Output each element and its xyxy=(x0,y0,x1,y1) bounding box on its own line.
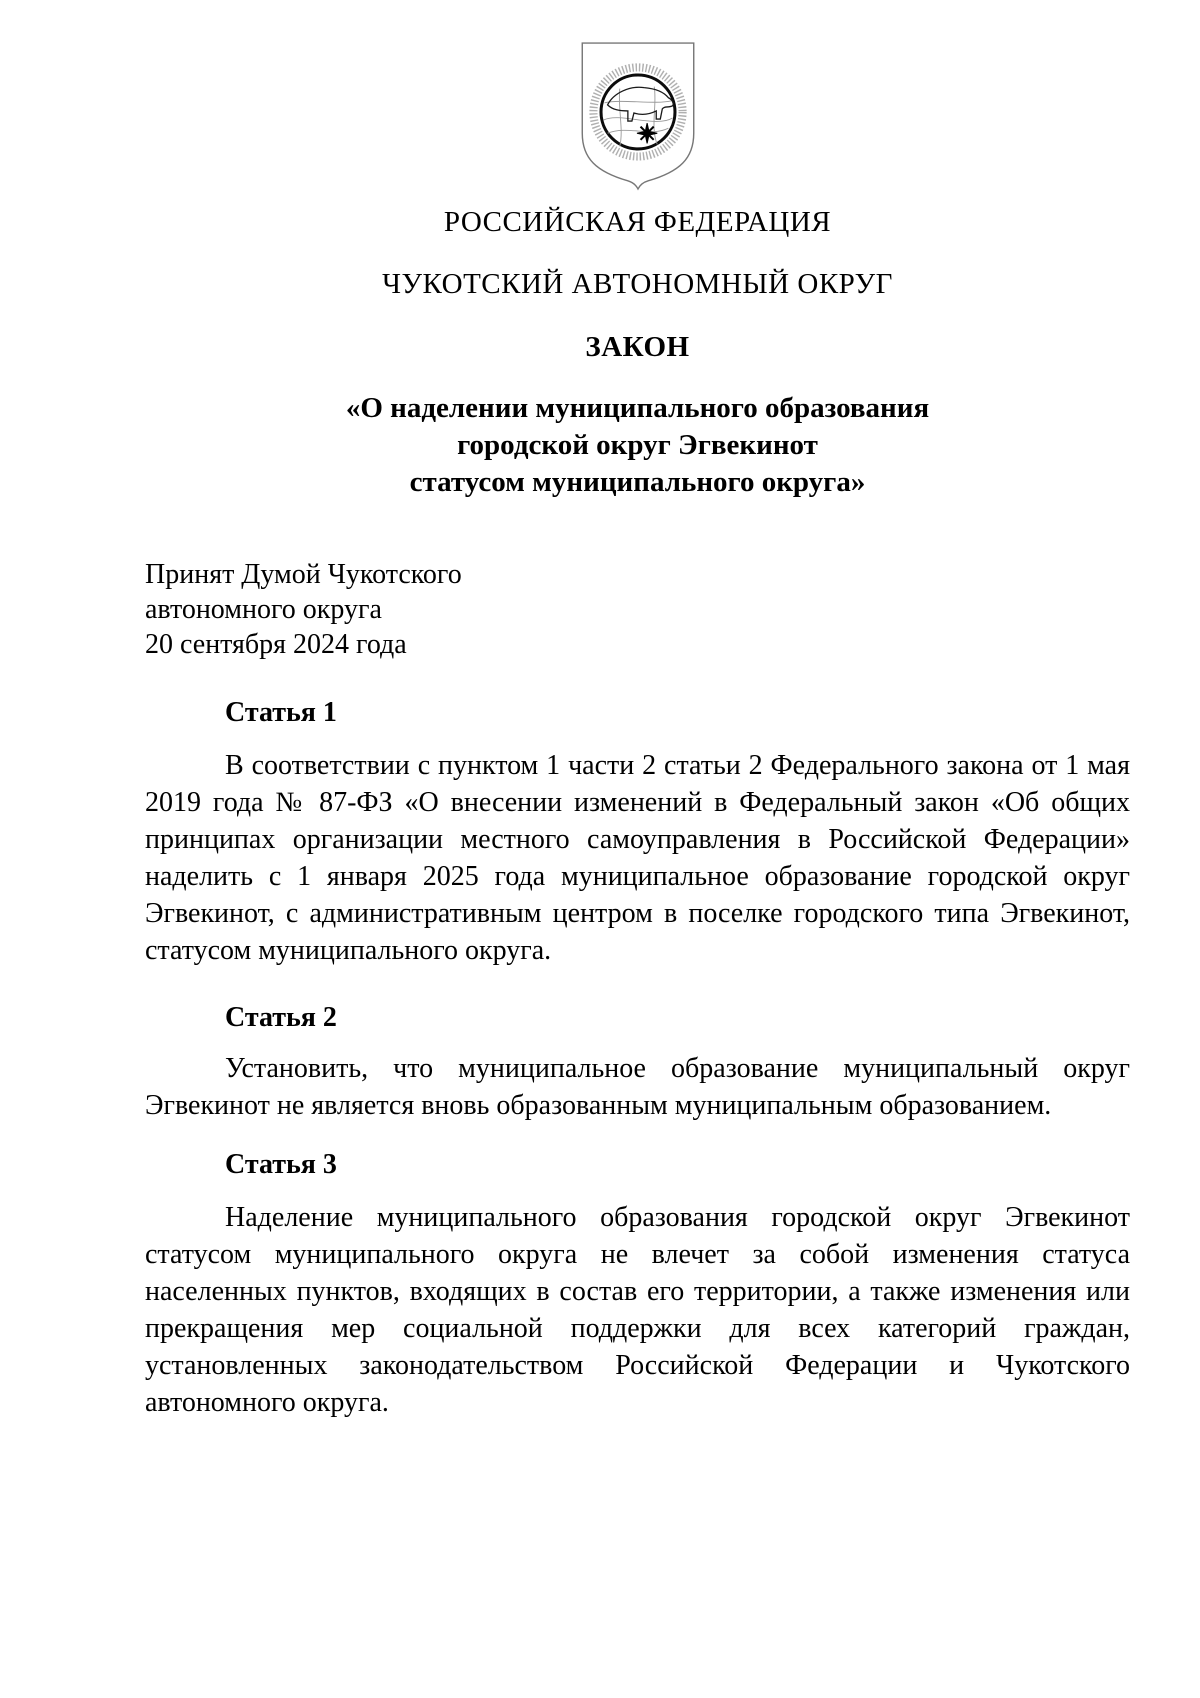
article-1-heading: Статья 1 xyxy=(225,697,337,728)
adoption-line-1: Принят Думой Чукотского xyxy=(145,559,462,590)
article-2-body: Установить, что муниципальное образование муниципальный округ Эгвекинот не является вновь образованным муниципальным образованием. xyxy=(145,1053,1130,1121)
chukotka-coat-of-arms-icon xyxy=(579,40,697,192)
region-header: ЧУКОТСКИЙ АВТОНОМНЫЙ ОКРУГ xyxy=(382,268,893,300)
law-title xyxy=(145,390,1130,501)
emblem xyxy=(145,40,1130,192)
adoption-line-3: 20 сентября 2024 года xyxy=(145,629,407,660)
article-3-body: Наделение муниципального образования городской округ Эгвекинот статусом муниципального округа не влечет за собой изменения статуса населенных пунктов, входящих в состав его территории, а также изменения или прекращения мер социальной поддержки для всех категорий граждан, установленных законодательством Российской Федерации и Чукотского автономного округа. xyxy=(145,1202,1130,1418)
article-3-heading: Статья 3 xyxy=(225,1149,337,1180)
adoption-block xyxy=(145,557,1130,662)
law-title-line-2: городской округ Эгвекинот xyxy=(457,429,818,461)
article-3 xyxy=(145,1146,1130,1421)
shield-shape xyxy=(582,43,693,189)
article-2-heading: Статья 2 xyxy=(225,1002,337,1033)
law-title-line-1: «О наделении муниципального образования xyxy=(345,392,930,424)
doc-type-header: ЗАКОН xyxy=(585,331,690,363)
adoption-line-2: автономного округа xyxy=(145,594,382,625)
country-header: РОССИЙСКАЯ ФЕДЕРАЦИЯ xyxy=(443,206,832,238)
article-2 xyxy=(145,999,1130,1124)
law-title-line-3: статусом муниципального округа» xyxy=(409,466,866,498)
article-1-body: В соответствии с пунктом 1 части 2 статьи 2 Федерального закона от 1 мая 2019 года № 87-ФЗ «О внесении изменений в Федеральный закон «Об общих принципах организации местного самоуправления в Российской Федерации» наделить с 1 января 2025 года муниципальное образование городской округ Эгвекинот, с административным центром в поселке городского типа Эгвекинот, статусом муниципального округа. xyxy=(145,750,1130,966)
article-1 xyxy=(145,694,1130,969)
